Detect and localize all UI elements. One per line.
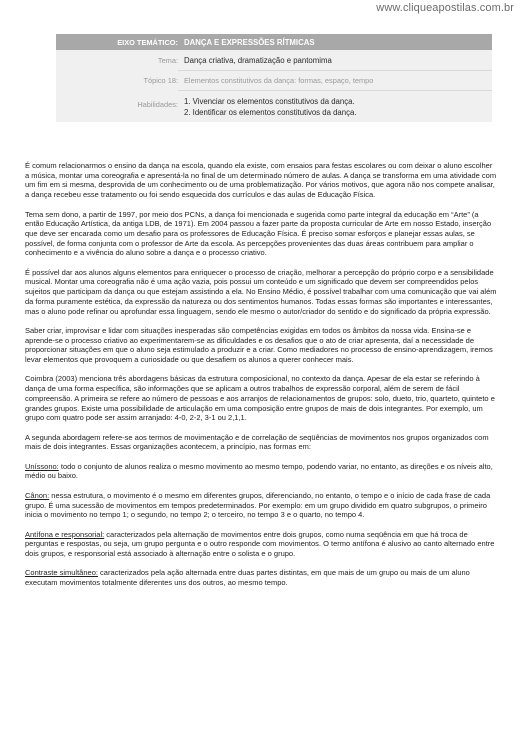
site-url[interactable]: www.cliqueapostilas.com.br (376, 2, 514, 14)
term-antifona: Antífona e responsorial: (25, 529, 105, 539)
eixo-tematico-label: EIXO TEMÁTICO: (117, 38, 178, 47)
definition-unissono (25, 462, 497, 481)
term-contraste: Contraste simultâneo: (25, 568, 98, 578)
habilidades-label: Habilidades: (137, 100, 178, 109)
definition-text: caracterizados pela alternação de movimentos entre dois grupos, como numa seqüência em que há troca de perguntas e respostas, ou seja, um grupo pergunta e o outro responde com movimentos. O termo antífona é alusivo ao canto alternado entre dois grupos, e responsorial está associado à alternação entre o solista e o grupo. (25, 529, 495, 558)
term-canon: Cânon: (25, 490, 50, 500)
term-unissono: Uníssono: (25, 461, 59, 471)
paragraph: Tema sem dono, a partir de 1997, por meio dos PCNs, a dança foi mencionada e sugerida como parte integral da educação em “Arte” (a então Educação Artística, da antiga LDB, de 1971). Em 2004 passou a fazer parte da proposta curricular de Arte em nosso Estado, inserção que deve ser encarada como um desafio para os professores de Educação Física. É preciso somar esforços e planejar essas aulas, se possível, de forma conjunta com o professor de Arte da escola. As percepções provenientes das duas áreas contribuem para ampliar o conhecimento e a vivência do aluno sobre a dança e o processo criativo. (25, 209, 492, 258)
topico-label: Tópico 18: (143, 76, 178, 85)
definition-text: caracterizados pela ação alternada entre duas partes distintas, em que mais de um grupo ou mais de um aluno executam movimentos totalmente diferentes uns dos outros, ao mesmo tempo. (25, 568, 470, 588)
eixo-tematico-value: DANÇA E EXPRESSÕES RÍTMICAS (184, 38, 315, 47)
tema-label: Tema: (157, 56, 178, 65)
habilidade-item: 2. Identificar os elementos constitutivos da dança. (184, 108, 357, 117)
topico-value: Elementos constitutivos da dança: formas, espaço, tempo (184, 76, 374, 85)
paragraph: A segunda abordagem refere-se aos termos de movimentação e de correlação de seqüências de movimentos nos grupos organizados com mais de dois integrantes. Essas organizações acontecem, a princípio, nas formas em: (25, 432, 489, 452)
definition-text: todo o conjunto de alunos realiza o mesmo movimento ao mesmo tempo, podendo variar, no entanto, as direções e os níveis alto, médio ou baixo. (25, 461, 493, 481)
definition-canon (25, 491, 497, 520)
habilidade-item: 1. Vivenciar os elementos constitutivos da dança. (184, 97, 355, 106)
eixo-tematico-bar (56, 34, 492, 50)
paragraph: Coimbra (2003) menciona três abordagens básicas da estrutura composicional, no contexto da dança. Apesar de ela estar se referindo à dança de uma forma específica, são informações que se aplicam a outros trabalhos de expressão corporal, além de serem de fácil compreensão. A primeira se refere ao número de pessoas e aos arranjos de relacionamentos de grupos: solo, dueto, trio, quarteto, quinteto e grandes grupos. Existe uma possibilidade de articulação em uma composição entre grupos de mais de dois integrantes. Por exemplo, um grupo com quatro pode ser assim arranjado: 4-0, 2-2, 3-1 ou 2,1,1. (25, 374, 495, 423)
tema-value: Dança criativa, dramatização e pantomima (184, 56, 332, 65)
habilidades-list (184, 96, 357, 118)
paragraph: É comum relacionarmos o ensino da dança na escola, quando ela existe, com ensaios para festas escolares ou com deixar o aluno escolher a música, montar uma coreografia e apresentá-la no final de um determinado número de aulas. A dança se transforma em uma atividade com um fim em si mesma, desprovida de um conhecimento ou de uma problematização. Por vários motivos, que agora não nos compete analisar, a dança recebeu esse tratamento ou foi sendo esquecida dos currículos e das aulas de Educação Física. (25, 161, 497, 200)
article-body (25, 161, 497, 597)
definition-antifona (25, 530, 497, 559)
definition-contraste (25, 568, 497, 587)
paragraph: É possível dar aos alunos alguns elementos para enriquecer o processo de criação, melhorar a percepção do próprio corpo e a sensibilidade musical. Montar uma coreografia não é uma ação vazia, pois possui um conteúdo e um significado que devem ser compreendidos pelos sujeitos que participam da dança ou que estejam assistindo a ela. No Ensino Médio, é possível trabalhar com uma comunicação que vai além da forma puramente estética, da expressão da natureza ou dos sentimentos humanos. Todas essas formas são importantes e interessantes, mas o aluno pode refinar ou aprofundar essa linguagem, sendo ele mesmo o autor/criador do sentido e do significado da própria expressão. (25, 267, 497, 316)
definition-text: nessa estrutura, o movimento é o mesmo em diferentes grupos, diferenciando, no entanto, o tempo e o início de cada frase de cada grupo. É uma sucessão de movimentos em tempos predeterminados. Por exemplo: em um grupo dividido em quatro subgrupos, o primeiro inicia o movimento no tempo 1; o segundo, no tempo 2; o terceiro, no tempo 3 e o quarto, no tempo 4. (25, 490, 491, 520)
lesson-header-box (56, 34, 492, 122)
paragraph: Saber criar, improvisar e lidar com situações inesperadas são competências exigidas em todos os âmbitos da nossa vida. Ensina-se e aprende-se o processo criativo ao experimentarem-se as dificuldades e os desafios que o ato de criar apresenta, daí a necessidade de proporcionar situações em que o aluno seja estimulado a produzir e a criar. Como mediadores no processo de ensino-aprendizagem, iremos levar elementos que provoquem a curiosidade ou que desafiem os alunos a querer conhecer mais. (25, 325, 493, 365)
header-divider (178, 70, 492, 71)
header-divider (178, 90, 492, 91)
